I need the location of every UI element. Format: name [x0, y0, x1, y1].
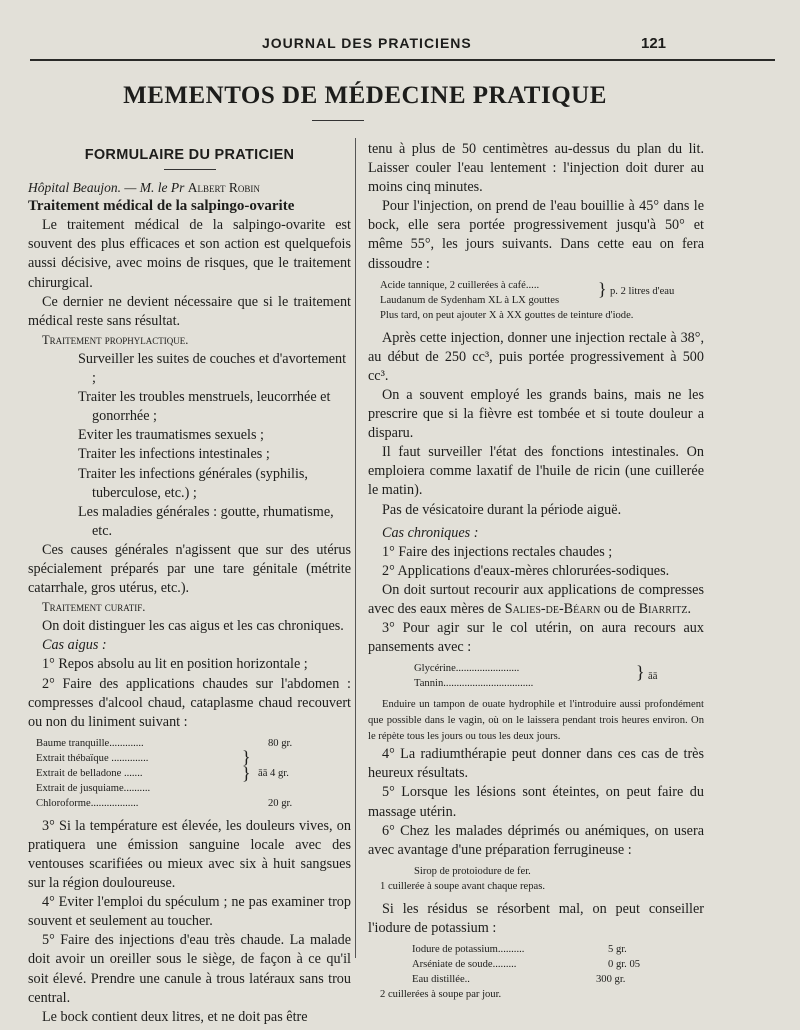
article-title: Traitement médical de la salpingo-ovarite: [28, 198, 295, 215]
prescription-injection: Acide tannique, 2 cuillerées à café..... Laudanum de Sydenham XL à LX gouttes } p. 2 litres d'eau Plus tard, on peut ajouter X à XX gouttes de teinture d'iode.: [380, 278, 675, 321]
chronic-step-2: 2° Applications d'eaux-mères chlorurées-sodiques.: [382, 562, 670, 579]
title-rule: [312, 120, 364, 121]
list-item: Surveiller les suites de couches et d'avortement ;: [78, 350, 347, 387]
paragraph: Si les résidus se résorbent mal, on peut conseiller l'iodure de potassium :: [368, 900, 704, 936]
paragraph: Pas de vésicatoire durant la période aiguë.: [382, 501, 622, 518]
byline: Hôpital Beaujon. — M. le Pr Albert Robin: [28, 180, 260, 196]
chronic-paragraph: On doit surtout recourir aux applications de compresses avec des eaux mères de Salies-de-Béarn ou de Biarritz.: [368, 581, 704, 617]
subhead-prophylactic: Traitement prophylactique.: [42, 332, 189, 347]
paragraph: On a souvent employé les grands bains, mais ne les prescrire que si la fièvre est tombée et si toute douleur a disparu.: [368, 386, 704, 442]
bock-paragraph: Le bock contient deux litres, et ne doit pas être: [42, 1008, 308, 1025]
prescription-iron: Sirop de protoiodure de fer. 1 cuillerée à soupe avant chaque repas.: [380, 865, 546, 892]
page-number: 121: [641, 35, 667, 52]
list-item: Les maladies générales : goutte, rhumatisme, etc.: [78, 503, 334, 539]
paragraph: tenu à plus de 50 centimètres au-dessus du plan du lit. Laisser couler l'eau lentement : l'injection doit durer au moins cinq minutes.: [368, 141, 704, 196]
list-item: Eviter les traumatismes sexuels ;: [78, 427, 264, 444]
list-item: Traiter les infections intestinales ;: [78, 446, 270, 463]
left-column: [28, 140, 351, 1027]
prescription-dressing: Glycérine........................ Tannin.................................. } āā: [414, 662, 658, 690]
running-header: [0, 33, 800, 55]
subhead-chronic: Cas chroniques :: [382, 524, 479, 541]
section-title: FORMULAIRE DU PRATICIEN: [84, 147, 295, 163]
chronic-step-3: 3° Pour agir sur le col utérin, on aura recours aux pansements avec :: [368, 620, 704, 656]
chronic-step-4: 4° La radiumthérapie peut donner dans ces cas de très heureux résultats.: [368, 746, 704, 782]
column-divider: [355, 138, 356, 958]
header-rule: [30, 59, 775, 61]
distinguish-paragraph: On doit distinguer les cas aigus et les cas chroniques.: [42, 618, 344, 635]
prescription-liniment: Baume tranquille............. 80 gr. Extrait thébaïque .............. Extrait de belladone ....... āā 4 gr. Extrait de jusquiame.......... Chloroforme.................. 20 gr. } }: [36, 737, 293, 809]
paragraph: Pour l'injection, on prend de l'eau bouillie à 45° dans le bock, elle sera portée progressivement jusqu'à 50° et même 55°, les jours suivants. Dans cette eau on fera dissoudre :: [368, 198, 704, 272]
list-item: Traiter les troubles menstruels, leucorrhée et gonorrhée ;: [78, 389, 331, 425]
intro-paragraph: Le traitement médical de la salpingo-ovarite est souvent des plus efficaces et son action est quelquefois aussi décisive, avec moins de risques, que le traitement chirurgical.: [28, 217, 351, 291]
acute-step-2: 2° Faire des applications chaudes sur l'abdomen : compresses d'alcool chaud, cataplasme chaud recouvert ou non du liniment suivant :: [28, 675, 351, 730]
tampon-note: Enduire un tampon de ouate hydrophile et l'introduire aussi profondément que possible dans le vagin, où on le laissera pendant trois heures environ. On le répète tous les jours ou tous les deux jours.: [368, 699, 704, 743]
journal-title: JOURNAL DES PRATICIENS: [262, 35, 472, 51]
acute-step-4: 4° Eviter l'emploi du spéculum ; ne pas examiner trop souvent et seulement au toucher.: [28, 894, 351, 930]
acute-step-3: 3° Si la température est élevée, les douleurs vives, on pratiquera une émission sanguine locale avec des ventouses scarifiées ou mieux avec six à huit sangsues sur la région douloureuse.: [28, 817, 351, 892]
paragraph: Il faut surveiller l'état des fonctions intestinales. On emploiera comme laxatif de l'huile de ricin (une cuillerée le matin).: [368, 444, 704, 499]
chronic-step-5: 5° Lorsque les lésions sont éteintes, on peut faire du massage utérin.: [368, 784, 704, 820]
prescription-iodide: Iodure de potassium.......... 5 gr. Arséniate de soude......... 0 gr. 05 Eau distillée.. 300 gr. 2 cuillerées à soupe par jour.: [380, 944, 641, 1000]
page-title: MEMENTOS DE MÉDECINE PRATIQUE: [123, 82, 607, 109]
chronic-step-1: 1° Faire des injections rectales chaudes ;: [382, 543, 613, 560]
acute-step-5: 5° Faire des injections d'eau très chaude. La malade doit avoir un oreiller sous le siège, de façon à ce qu'il soit élevé. Prendre une canule à trous latéraux sans trou central.: [28, 932, 351, 1006]
list-item: Traiter les infections générales (syphilis, tuberculose, etc.) ;: [78, 465, 308, 501]
chronic-step-6: 6° Chez les malades déprimés ou anémiques, on usera avec avantage d'une préparation ferrugineuse :: [368, 822, 704, 858]
acute-step-1: 1° Repos absolu au lit en position horizontale ;: [42, 656, 308, 673]
causes-paragraph: Ces causes générales n'agissent que sur des utérus spécialement préparés par une tare génitale (métrite catarrhale, gros utérus, etc.).: [28, 541, 351, 597]
right-column: [368, 140, 704, 1008]
subhead-acute: Cas aigus :: [42, 637, 107, 654]
intro-paragraph-2: Ce dernier ne devient nécessaire que si le traitement médical reste sans résultat.: [28, 293, 351, 329]
paragraph: Après cette injection, donner une injection rectale à 38°, au début de 250 cc³, puis portée progressivement à 500 cc³.: [368, 329, 704, 384]
section-rule: [164, 169, 216, 170]
subhead-curative: Traitement curatif.: [42, 600, 146, 615]
prophylactic-list: [28, 350, 351, 541]
